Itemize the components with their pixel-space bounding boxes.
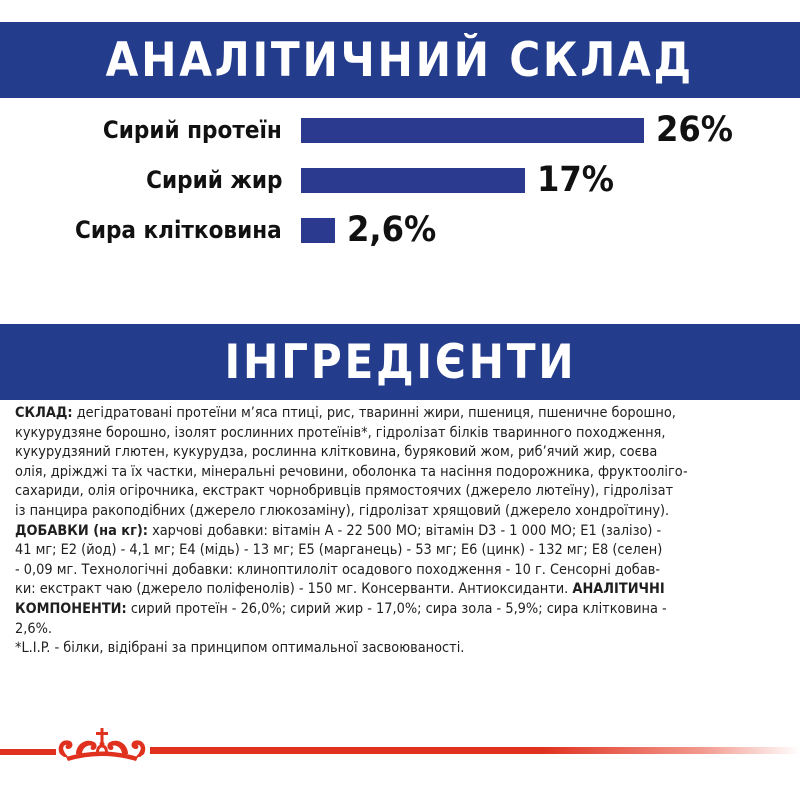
analysis-row-bar [301,168,525,193]
footnote: *L.I.P. - білки, відібрані за принципом оптимальної засвоюваності. [15,640,465,657]
analysis-row-bar [301,218,335,243]
analysis-title: АНАЛІТИЧНИЙ СКЛАД [105,32,695,88]
ingredients-line: - 0,09 мг. Технологічні добавки: клиноптилоліт осадового походження - 10 г. Сенсорні добав- [15,561,660,578]
ingredients-line: олія, дріжджі та їх частки, мінеральні речовини, оболонка та насіння подорожника, фруктоолігo- [15,463,688,480]
analysis-row-label: Сирий протеїн [103,116,282,144]
ingredients-line: 2,6%. [15,620,52,637]
ingredients-line: кукурудзяний глютен, кукурудза, рослинна клітковина, буряковий жом, риб’ячий жир, соєва [15,444,658,461]
analysis-row-value: 26% [656,110,734,150]
analysis-row-label: Сира клітковина [75,216,282,244]
ingredients-header-band [0,324,800,400]
ingredients-line: КОМПОНЕНТИ: сирий протеїн - 26,0%; сирий жир - 17,0%; сира зола - 5,9%; сира клітковина - [15,600,667,617]
analysis-row-value: 17% [537,160,615,200]
analysis-row-value: 2,6% [347,210,437,250]
ingredients-line: сахариди, олія огірочника, екстракт чорнобривців прямостоячих (джерело лютеїну), гідролізат [15,483,674,500]
analytic-label: АНАЛІТИЧНІ [572,581,665,598]
ingredients-line: СКЛАД: дегідратовані протеїни м’яса птиці, рис, тваринні жири, пшениця, пшеничне борошно, [15,405,676,421]
additives-label: ДОБАВКИ (на кг): [15,522,148,539]
ingredients-title: ІНГРЕДІЄНТИ [224,334,576,390]
ingredients-line: 41 мг; E2 (йод) - 4,1 мг; E4 (мідь) - 13 мг; E5 (марганець) - 53 мг; E6 (цинк) - 132 мг; E8 (селен) [15,542,663,559]
composition-label: СКЛАД: [15,405,73,421]
ingredients-text [15,404,789,659]
analysis-row-protein [0,110,800,150]
analysis-row-fat [0,160,800,200]
ingredients-line: ДОБАВКИ (на кг): харчові добавки: вітамін A - 22 500 МО; вітамін D3 - 1 000 МО; E1 (залізо) - [15,522,662,539]
analysis-header-band [0,22,800,98]
royal-crown-icon [56,724,148,764]
analysis-row-fiber [0,210,800,250]
ingredients-line: кукурудзяне борошно, ізолят рослинних протеїнів*, гідролізат білків тваринного походження, [15,424,666,441]
footer-line-right [150,747,800,754]
ingredients-line: із панцира ракоподібних (джерело глюкозаміну), гідролізат хрящовий (джерело хондроїтину). [15,502,670,519]
footer-line-left [0,749,56,755]
ingredients-line: ки: екстракт чаю (джерело поліфенолів) - 150 мг. Консерванти. Антиоксиданти. АНАЛІТИЧНІ [15,581,665,598]
analysis-row-label: Сирий жир [145,166,282,194]
analytic-label: КОМПОНЕНТИ: [15,600,127,617]
analysis-row-bar [301,118,644,143]
